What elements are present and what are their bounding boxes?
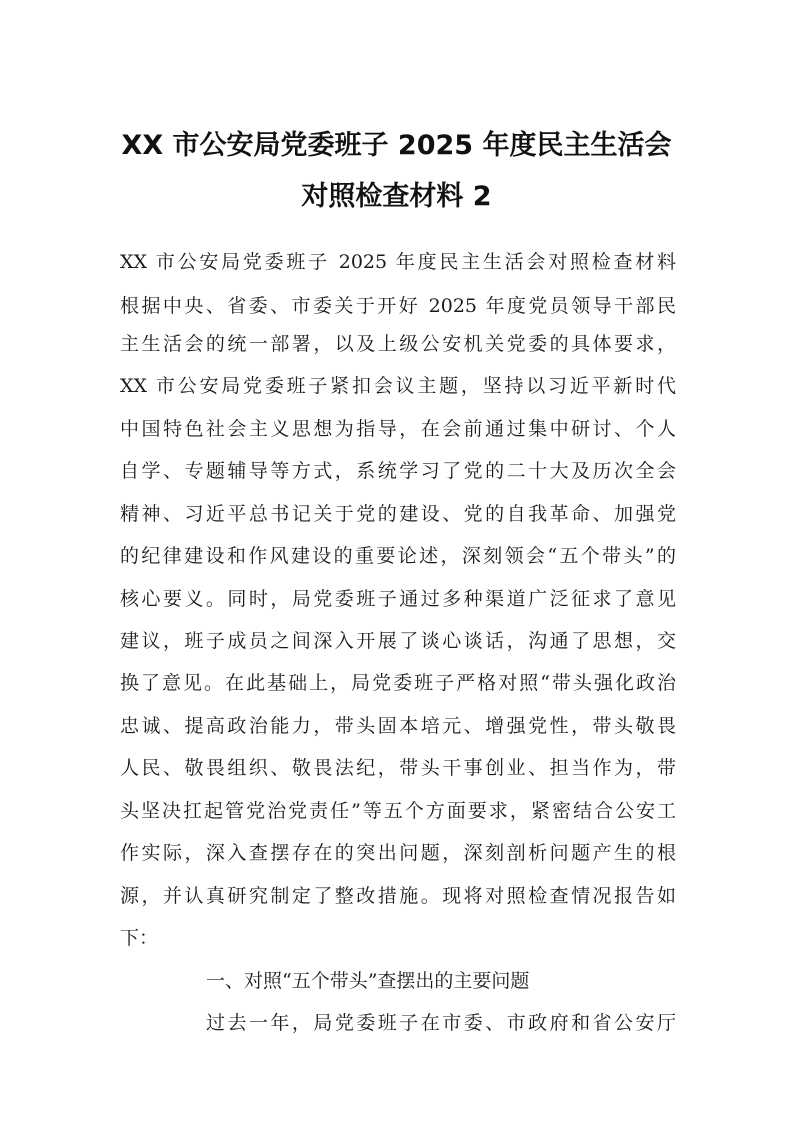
body-text-line: 建议，班子成员之间深入开展了谈心谈话，沟通了思想，交 [120, 630, 676, 652]
body-text-line: 中国特色社会主义思想为指导，在会前通过集中研讨、个人 [120, 418, 676, 440]
section-heading: 一、对照“五个带头”查摆出的主要问题 [206, 970, 530, 992]
body-text-line: 精神、习近平总书记关于党的建设、党的自我革命、加强党 [120, 503, 676, 525]
body-text-line: 的纪律建设和作风建设的重要论述，深刻领会“五个带头”的 [120, 545, 676, 567]
body-text-line: 核心要义。同时，局党委班子通过多种渠道广泛征求了意见 [120, 588, 676, 610]
body-text-line: 自学、专题辅导等方式，系统学习了党的二十大及历次全会 [120, 460, 676, 482]
body-text-line: 作实际，深入查摆存在的突出问题，深刻剖析问题产生的根 [120, 842, 676, 864]
document-title-line-2: 对照检查材料 2 [301, 181, 492, 212]
body-text-line: XX 市公安局党委班子紧扣会议主题，坚持以习近平新时代 [120, 375, 676, 397]
body-text-line: 下： [120, 927, 159, 949]
body-text-line: 主生活会的统一部署，以及上级公安机关党委的具体要求， [120, 333, 676, 355]
body-text-line: 人民、敬畏组织、敬畏法纪，带头干事创业、担当作为，带 [120, 757, 676, 779]
body-text-line: 根据中央、省委、市委关于开好 2025 年度党员领导干部民 [120, 295, 676, 317]
body-text-line: 换了意见。在此基础上，局党委班子严格对照“带头强化政治 [120, 672, 676, 694]
section-first-line: 过去一年，局党委班子在市委、市政府和省公安厅 [206, 1012, 676, 1034]
body-text-line: 源，并认真研究制定了整改措施。现将对照检查情况报告如 [120, 885, 676, 907]
document-title-line-1: XX 市公安局党委班子 2025 年度民主生活会 [121, 130, 672, 161]
body-text-line: 忠诚、提高政治能力，带头固本培元、增强党性，带头敬畏 [120, 715, 676, 737]
body-text-line: 头坚决扛起管党治党责任”等五个方面要求，紧密结合公安工 [120, 800, 676, 822]
body-text-line: XX 市公安局党委班子 2025 年度民主生活会对照检查材料 [120, 251, 676, 273]
